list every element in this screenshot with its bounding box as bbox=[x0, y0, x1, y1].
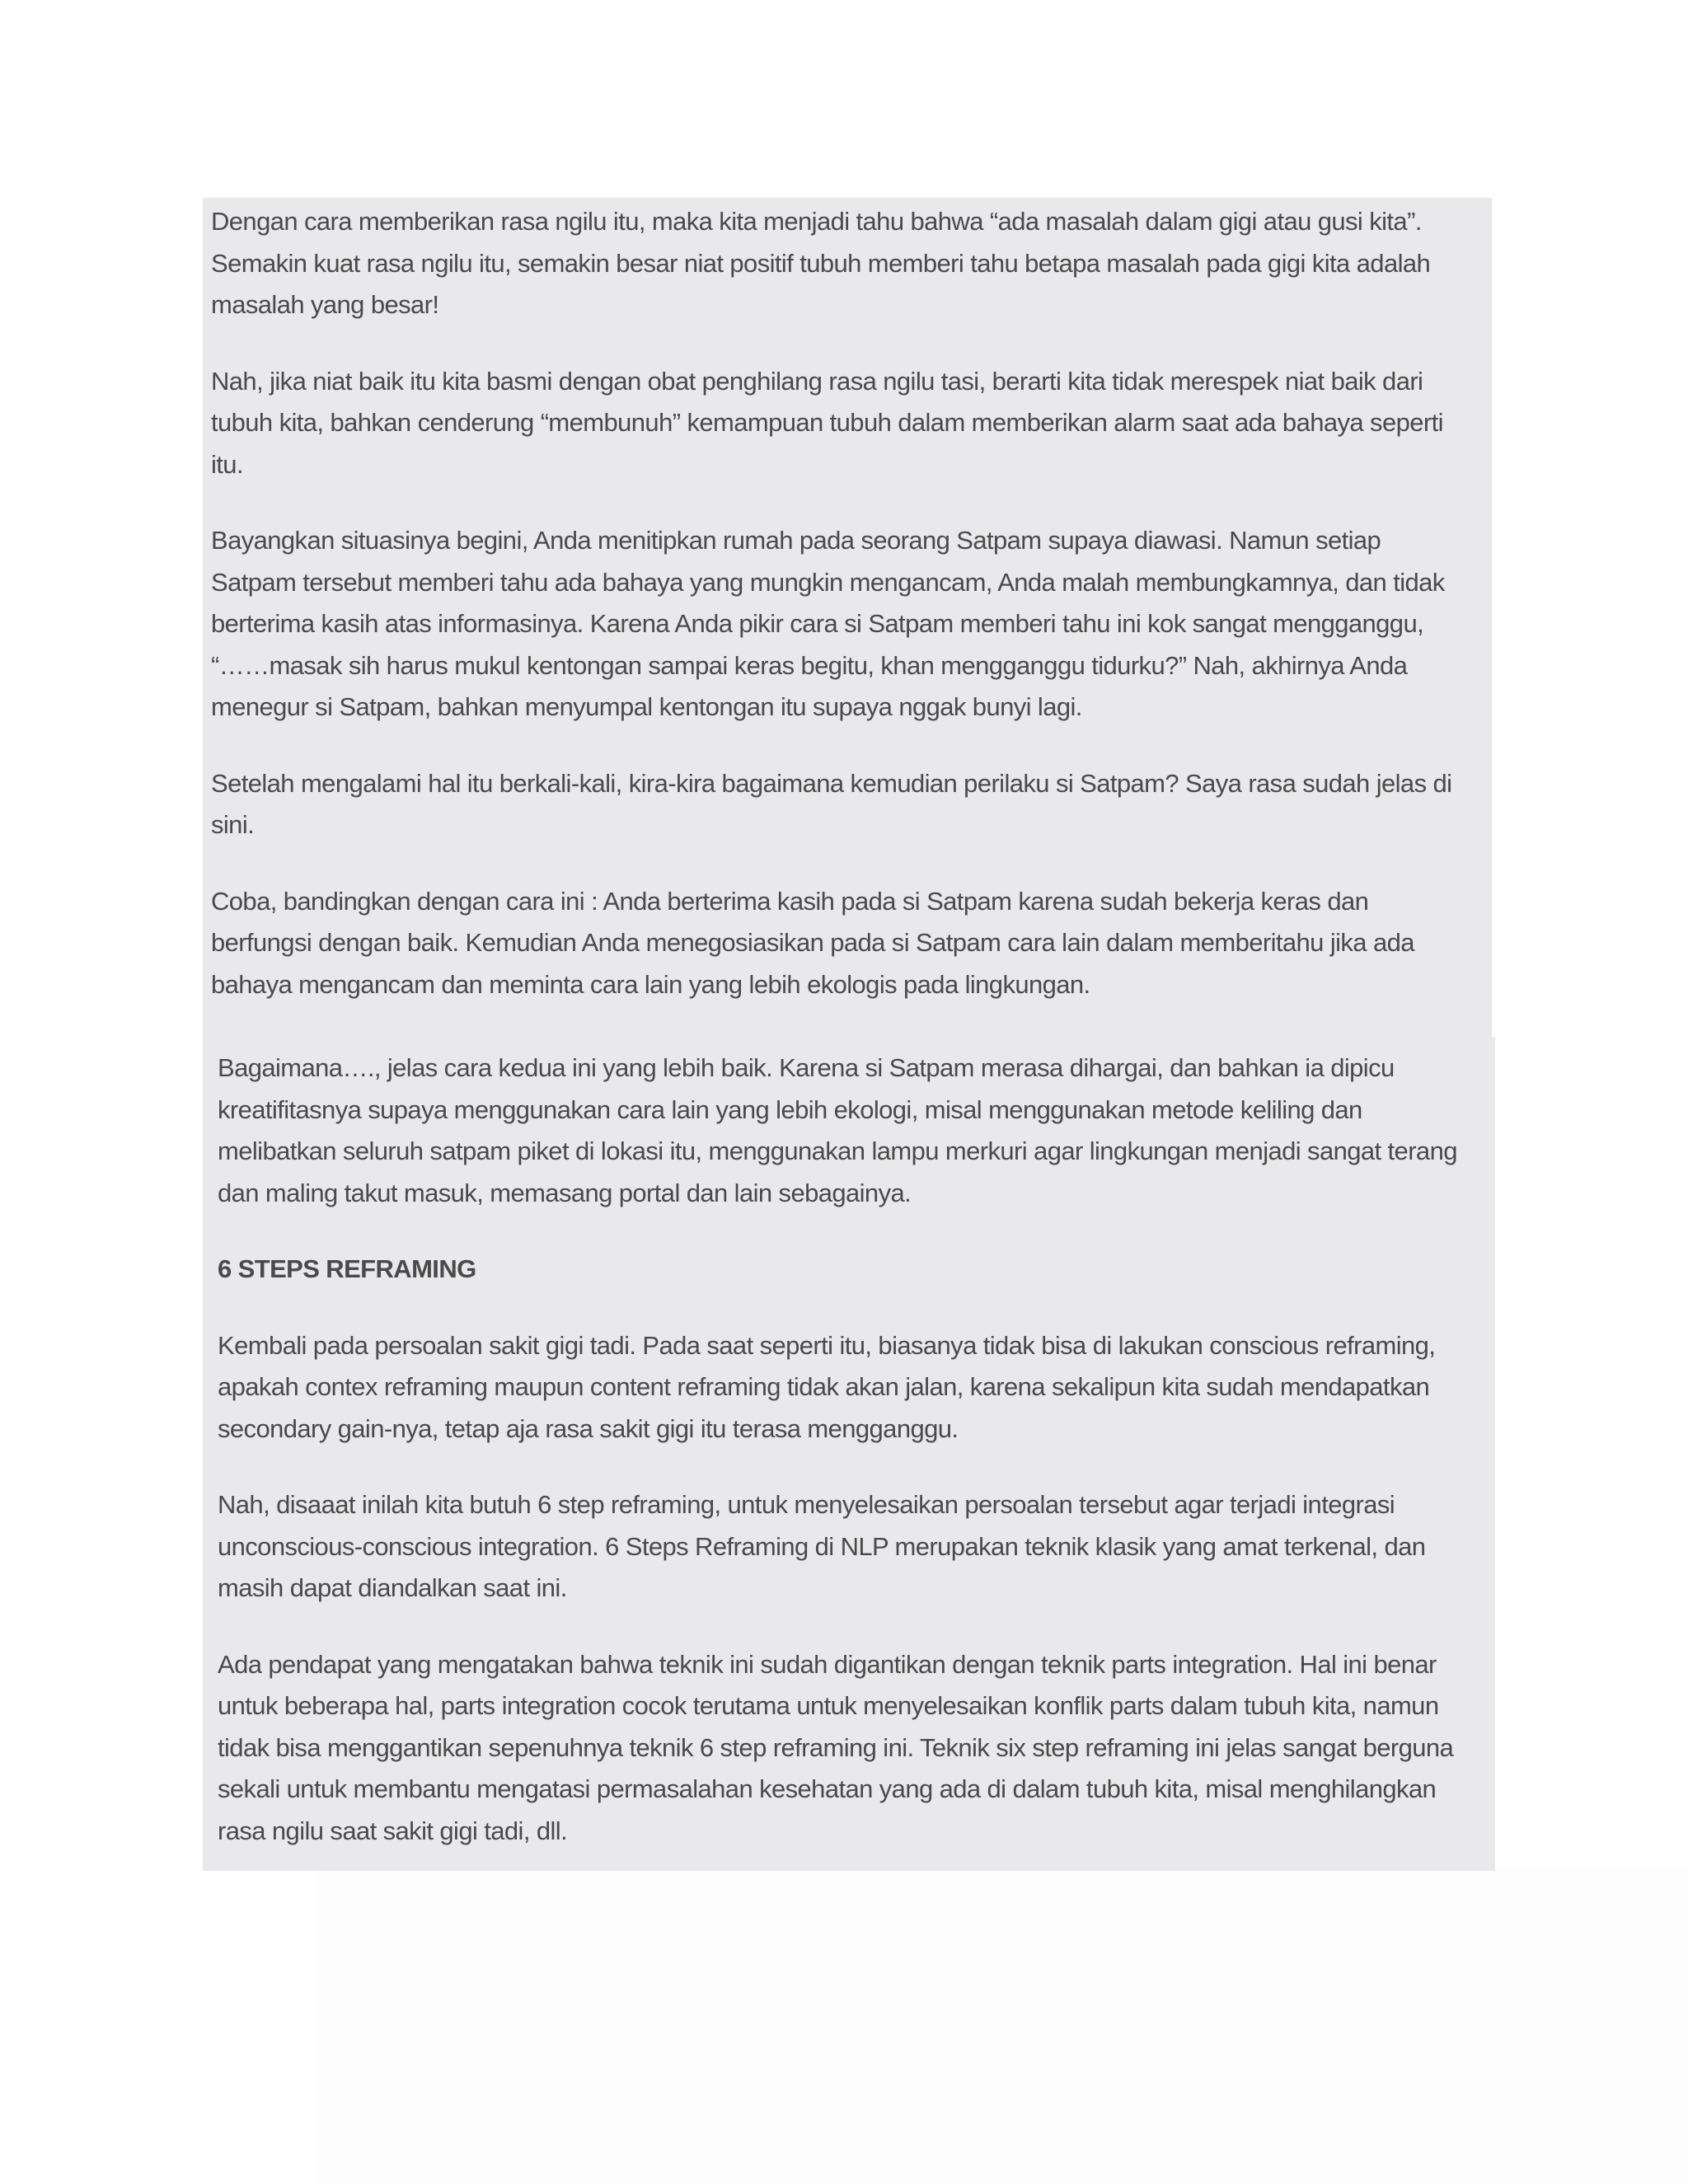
paragraph-6-step-reframing: Nah, disaaat inilah kita butuh 6 step reframing, untuk menyelesaikan persoalan tersebut agar terjadi integrasi unconscious-conscious integration. 6 Steps Reframing di NLP merupakan teknik klasik yang amat terkenal, dan masih dapat diandalkan saat ini. bbox=[218, 1490, 1426, 1602]
paragraph-parts-integration: Ada pendapat yang mengatakan bahwa teknik ini sudah digantikan dengan teknik parts integration. Hal ini benar untuk beberapa hal, parts integration cocok terutama untuk menyelesaikan konflik parts dalam tubuh kita, namun tidak bisa menggantikan sepenuhnya teknik 6 step reframing ini. Teknik six step reframing ini jelas sangat berguna sekali untuk membantu mengatasi permasalahan kesehatan yang ada di dalam tubuh kita, misal menghilangkan rasa ngilu saat sakit gigi tadi, dll. bbox=[218, 1649, 1454, 1845]
paragraph-perilaku-satpam: Setelah mengalami hal itu berkali-kali, kira-kira bagaimana kemudian perilaku si Satpam? Saya rasa sudah jelas di sini. bbox=[211, 768, 1452, 839]
paragraph-bandingkan: Coba, bandingkan dengan cara ini : Anda berterima kasih pada si Satpam karena sudah bekerja keras dan berfungsi dengan baik. Kemudian Anda menegosiasikan pada si Satpam cara lain dalam memberitahu jika ada bahaya mengancam dan meminta cara lain yang lebih ekologis pada lingkungan. bbox=[211, 886, 1414, 999]
paragraph-satpam-analogy: Bayangkan situasinya begini, Anda menitipkan rumah pada seorang Satpam supaya diawasi. Namun setiap Satpam tersebut memberi tahu ada bahaya yang mungkin mengancam, Anda malah membungkamnya, dan tidak berterima kasih atas informasinya. Karena Anda pikir cara si Satpam memberi tahu ini kok sangat mengganggu, “……masak sih harus mukul kentongan sampai keras begitu, khan mengganggu tidurku?” Nah, akhirnya Anda menegur si Satpam, bahkan menyumpal kentongan itu supaya nggak bunyi lagi. bbox=[211, 526, 1445, 721]
paragraph-bagaimana: Bagaimana…., jelas cara kedua ini yang lebih baik. Karena si Satpam merasa dihargai, dan bahkan ia dipicu kreatifitasnya supaya menggunakan cara lain yang lebih ekologi, misal menggunakan metode keliling dan melibatkan seluruh satpam piket di lokasi itu, menggunakan lampu merkuri agar lingkungan menjadi sangat terang dan maling takut masuk, memasang portal dan lain sebagainya. bbox=[218, 1053, 1457, 1207]
paragraph-sakit-gigi: Kembali pada persoalan sakit gigi tadi. Pada saat seperti itu, biasanya tidak bisa di lakukan conscious reframing, apakah contex reframing maupun content reframing tidak akan jalan, karena sekalipun kita sudah mendapatkan secondary gain-nya, tetap aja rasa sakit gigi itu terasa mengganggu. bbox=[218, 1330, 1436, 1443]
content-block-2 bbox=[203, 1037, 1495, 1871]
paragraph-rasa-ngilu: Dengan cara memberikan rasa ngilu itu, maka kita menjadi tahu bahwa “ada masalah dalam gigi atau gusi kita”. Semakin kuat rasa ngilu itu, semakin besar niat positif tubuh memberi tahu betapa masalah pada gigi kita adalah masalah yang besar! bbox=[211, 207, 1431, 319]
content-block-1 bbox=[203, 198, 1492, 1037]
section-heading: 6 STEPS REFRAMING bbox=[218, 1254, 476, 1283]
page-lower-background bbox=[317, 1871, 1688, 2184]
paragraph-niat-baik: Nah, jika niat baik itu kita basmi dengan obat penghilang rasa ngilu tasi, berarti kita tidak merespek niat baik dari tubuh kita, bahkan cenderung “membunuh” kemampuan tubuh dalam memberikan alarm saat ada bahaya seperti itu. bbox=[211, 366, 1443, 479]
